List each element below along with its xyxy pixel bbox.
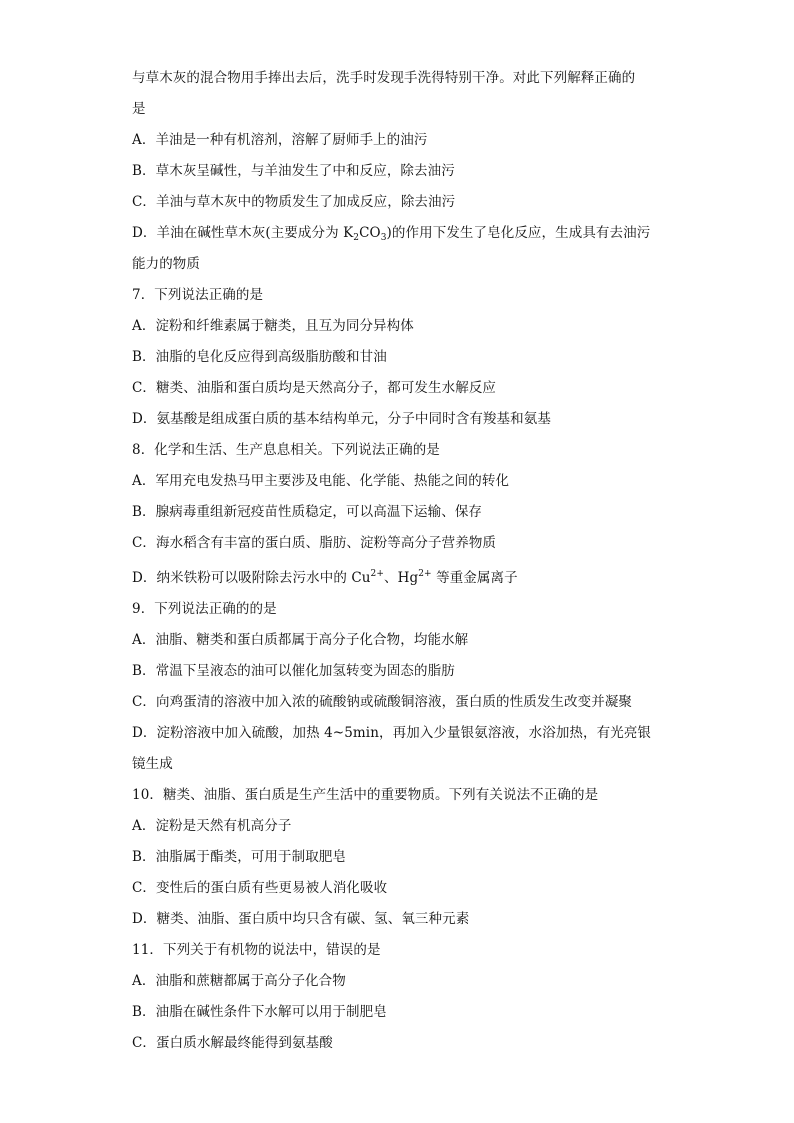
option-d-text-rest: )的作用下发生了皂化反应，生成具有去油污 [386,225,651,241]
option-c: C．糖类、油脂和蛋白质均是天然高分子，都可发生水解反应 [132,380,497,396]
option-d: D．氨基酸是组成蛋白质的基本结构单元，分子中同时含有羧基和氨基 [132,411,551,427]
question-stem: 9．下列说法正确的的是 [132,601,277,617]
option-d-text: D．纳米铁粉可以吸附除去污水中的 Cu [132,570,371,586]
text-line: 是 [132,101,146,117]
option-c: C．海水稻含有丰富的蛋白质、脂肪、淀粉等高分子营养物质 [132,535,497,551]
option-b: B．草木灰呈碱性，与羊油发生了中和反应，除去油污 [132,163,455,179]
option-d: D．淀粉溶液中加入硫酸，加热 4~5min，再加入少量银氨溶液，水浴加热，有光亮银 [132,725,652,741]
option-a: A．油脂、糖类和蛋白质都属于高分子化合物，均能水解 [132,632,469,648]
option-c: C．羊油与草木灰中的物质发生了加成反应，除去油污 [132,194,456,210]
option-b: B．常温下呈液态的油可以催化加氢转变为固态的脂肪 [132,663,455,679]
option-d-text-rest: 等重金属离子 [431,570,518,586]
question-text [132,63,672,1059]
option-d-text: D．羊油在碱性草木灰(主要成分为 K [132,225,354,241]
option-b: B．油脂属于酯类，可用于制取肥皂 [132,849,347,865]
superscript: 2+ [370,569,385,579]
question-stem: 11．下列关于有机物的说法中，错误的是 [132,942,381,958]
option-a: A．军用充电发热马甲主要涉及电能、化学能、热能之间的转化 [132,473,510,489]
option-b: B．腺病毒重组新冠疫苗性质稳定，可以高温下运输、保存 [132,504,483,520]
option-a: A．淀粉和纤维素属于糖类，且互为同分异构体 [132,318,414,334]
option-c: C．蛋白质水解最终能得到氨基酸 [132,1035,333,1051]
superscript: 2+ [418,569,432,579]
ion-part: 、Hg [384,570,419,586]
option-b: B．油脂的皂化反应得到高级脂肪酸和甘油 [132,349,387,365]
option-a: A．羊油是一种有机溶剂，溶解了厨师手上的油污 [132,132,428,148]
question-stem: 8．化学和生活、生产息息相关。下列说法正确的是 [132,442,440,458]
option-b: B．油脂在碱性条件下水解可以用于制肥皂 [132,1004,387,1020]
text-line: 镜生成 [132,756,173,772]
subscript: 2 [353,233,360,243]
text-line: 与草木灰的混合物用手捧出去后，洗手时发现手洗得特别干净。对此下列解释正确的 [132,70,636,86]
option-d [132,559,672,594]
option-d [132,218,672,249]
question-stem: 7．下列说法正确的是 [132,287,264,303]
option-c: C．变性后的蛋白质有些更易被人消化吸收 [132,880,388,896]
text-line: 能力的物质 [132,256,200,272]
option-a: A．油脂和蔗糖都属于高分子化合物 [132,973,346,989]
option-a: A．淀粉是天然有机高分子 [132,818,292,834]
option-d: D．糖类、油脂、蛋白质中均只含有碳、氢、氧三种元素 [132,911,470,927]
option-c: C．向鸡蛋清的溶液中加入浓的硫酸钠或硫酸铜溶液，蛋白质的性质发生改变并凝聚 [132,694,633,710]
formula-part: CO [359,225,381,241]
subscript: 3 [380,233,387,243]
question-stem: 10．糖类、油脂、蛋白质是生产生活中的重要物质。下列有关说法不正确的是 [132,787,599,803]
